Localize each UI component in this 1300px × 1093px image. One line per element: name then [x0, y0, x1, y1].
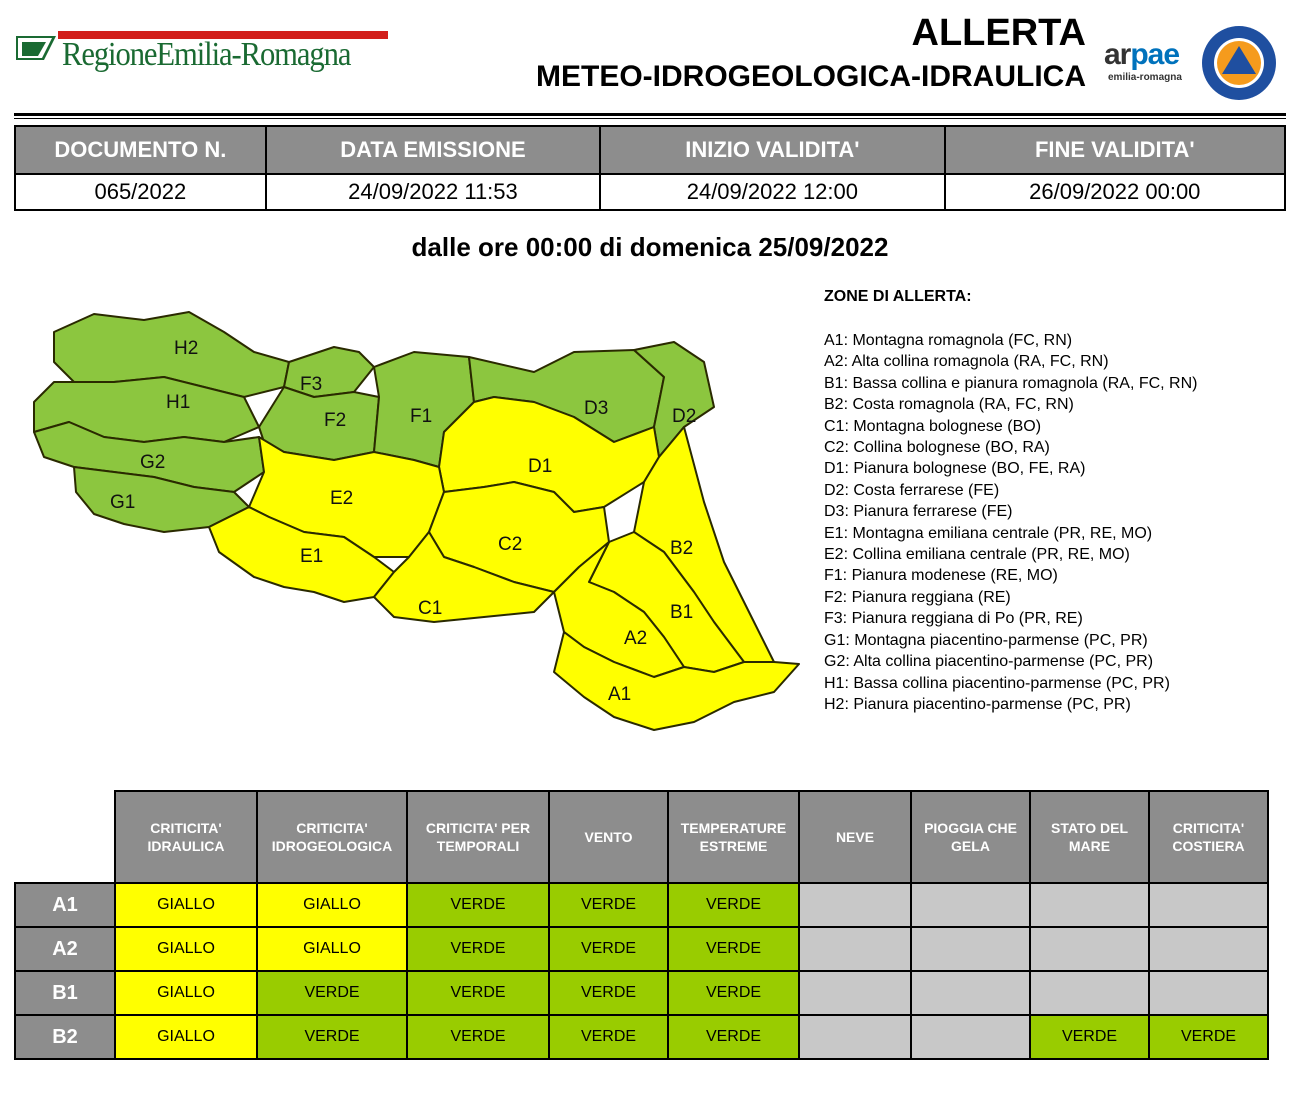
zone-item-f2: F2: Pianura reggiana (RE) [824, 588, 1011, 606]
zone-item-c1: C1: Montagna bolognese (BO) [824, 417, 1042, 435]
arpae-logo [1104, 38, 1194, 88]
zone-item-d3: D3: Pianura ferrarese (FE) [824, 503, 1013, 521]
map-label-h1: H1 [166, 392, 191, 413]
alert-zones-map [14, 292, 804, 742]
criticality-cell [799, 1015, 911, 1059]
criticality-cell [799, 971, 911, 1015]
criticality-cell: VERDE [407, 927, 549, 971]
doc-header-number: DOCUMENTO N. [15, 126, 266, 174]
criticality-cell [799, 883, 911, 927]
zones-list [824, 330, 1198, 715]
zone-item-a1: A1: Montagna romagnola (FC, RN) [824, 332, 1073, 349]
table-row [15, 927, 1268, 971]
criticality-cell [911, 927, 1030, 971]
validity-subtitle: dalle ore 00:00 di domenica 25/09/2022 [411, 232, 889, 262]
criticality-cell: GIALLO [115, 1015, 257, 1059]
criticality-cell [1149, 883, 1268, 927]
zone-item-e1: E1: Montagna emiliana centrale (PR, RE, MO) [824, 524, 1153, 542]
zone-f3 [284, 347, 374, 397]
header-rule-thin [14, 118, 1286, 119]
col-header-temperature: TEMPERATURE ESTREME [668, 791, 799, 883]
criticality-cell: VERDE [407, 971, 549, 1015]
doc-end: 26/09/2022 00:00 [945, 174, 1285, 210]
corner-cell [15, 791, 115, 883]
criticality-cell [1149, 927, 1268, 971]
map-label-g1: G1 [110, 492, 136, 513]
criticality-cell: VERDE [549, 883, 668, 927]
map-label-e2: E2 [330, 488, 354, 509]
arpae-brand-b: pae [1130, 38, 1180, 71]
doc-emission: 24/09/2022 11:53 [266, 174, 600, 210]
criticality-cell [911, 971, 1030, 1015]
map-label-c1: C1 [418, 598, 443, 619]
criticality-cell [911, 1015, 1030, 1059]
doc-number: 065/2022 [15, 174, 266, 210]
criticality-cell: VERDE [549, 927, 668, 971]
row-zone-label: B2 [15, 1015, 115, 1059]
map-label-d3: D3 [584, 398, 609, 419]
zones-title: ZONE DI ALLERTA: [824, 288, 972, 305]
criticality-cell: VERDE [407, 883, 549, 927]
criticality-cell [1030, 971, 1149, 1015]
criticality-cell: VERDE [549, 971, 668, 1015]
criticality-cell: VERDE [668, 883, 799, 927]
criticality-cell [799, 927, 911, 971]
col-header-costiera: CRITICITA' COSTIERA [1149, 791, 1268, 883]
col-header-idraulica: CRITICITA' IDRAULICA [115, 791, 257, 883]
criticality-cell: VERDE [1149, 1015, 1268, 1059]
header-rule [14, 113, 1286, 116]
criticality-cell: GIALLO [257, 883, 407, 927]
doc-header-emission: DATA EMISSIONE [266, 126, 600, 174]
col-header-neve: NEVE [799, 791, 911, 883]
zone-item-c2: C2: Collina bolognese (BO, RA) [824, 439, 1050, 457]
map-label-a2: A2 [624, 628, 648, 649]
region-name: RegioneEmilia-Romagna [62, 36, 351, 73]
col-header-mare: STATO DEL MARE [1030, 791, 1149, 883]
col-header-temporali: CRITICITA' PER TEMPORALI [407, 791, 549, 883]
criticality-cell: VERDE [407, 1015, 549, 1059]
zone-item-g1: G1: Montagna piacentino-parmense (PC, PR) [824, 631, 1148, 649]
map-label-f3: F3 [300, 374, 323, 395]
zone-item-h2: H2: Pianura piacentino-parmense (PC, PR) [824, 695, 1131, 713]
title-allerta: ALLERTA [911, 12, 1086, 54]
col-header-vento: VENTO [549, 791, 668, 883]
document-info-table [14, 125, 1286, 211]
doc-start: 24/09/2022 12:00 [600, 174, 944, 210]
row-zone-label: A1 [15, 883, 115, 927]
criticality-cell: VERDE [668, 1015, 799, 1059]
map-label-f1: F1 [410, 406, 433, 427]
protezione-civile-logo-icon [1200, 24, 1278, 102]
col-header-pioggia: PIOGGIA CHE GELA [911, 791, 1030, 883]
criticality-cell: GIALLO [115, 971, 257, 1015]
zone-item-e2: E2: Collina emiliana centrale (PR, RE, MO) [824, 546, 1130, 564]
zone-item-a2: A2: Alta collina romagnola (RA, FC, RN) [824, 353, 1109, 371]
col-header-idrogeologica: CRITICITA' IDROGEOLOGICA [257, 791, 407, 883]
criticality-cell: GIALLO [257, 927, 407, 971]
criticality-cell: VERDE [257, 971, 407, 1015]
criticality-cell: GIALLO [115, 927, 257, 971]
map-label-b1: B1 [670, 602, 694, 623]
table-row [15, 883, 1268, 927]
criticality-cell: VERDE [549, 1015, 668, 1059]
criticality-cell: VERDE [1030, 1015, 1149, 1059]
doc-header-end: FINE VALIDITA' [945, 126, 1285, 174]
zone-item-f3: F3: Pianura reggiana di Po (PR, RE) [824, 610, 1083, 628]
criticality-cell [1030, 883, 1149, 927]
title-meteo: METEO-IDROGEOLOGICA-IDRAULICA [536, 60, 1086, 93]
map-label-d1: D1 [528, 456, 553, 477]
criticality-cell [1030, 927, 1149, 971]
row-zone-label: B1 [15, 971, 115, 1015]
map-label-d2: D2 [672, 406, 697, 427]
criticality-cell: VERDE [257, 1015, 407, 1059]
arpae-sub: emilia-romagna [1108, 72, 1182, 83]
arpae-brand-a: ar [1104, 38, 1131, 71]
zone-item-d1: D1: Pianura bolognese (BO, FE, RA) [824, 460, 1086, 478]
map-label-g2: G2 [140, 452, 166, 473]
criticality-cell: GIALLO [115, 883, 257, 927]
table-row [15, 1015, 1268, 1059]
zone-item-b1: B1: Bassa collina e pianura romagnola (RA, FC, RN) [824, 374, 1198, 392]
map-label-a1: A1 [608, 684, 632, 705]
criticality-cell: VERDE [668, 971, 799, 1015]
map-label-h2: H2 [174, 338, 199, 359]
zone-item-g2: G2: Alta collina piacentino-parmense (PC, PR) [824, 653, 1154, 671]
criticality-cell [911, 883, 1030, 927]
row-zone-label: A2 [15, 927, 115, 971]
zone-item-d2: D2: Costa ferrarese (FE) [824, 481, 1000, 499]
map-label-c2: C2 [498, 534, 523, 555]
zone-item-h1: H1: Bassa collina piacentino-parmense (PC, PR) [824, 674, 1170, 692]
regione-logo [14, 30, 376, 80]
map-label-f2: F2 [324, 410, 347, 431]
criticality-table [14, 790, 1269, 1060]
map-label-e1: E1 [300, 546, 324, 567]
zone-item-f1: F1: Pianura modenese (RE, MO) [824, 567, 1058, 585]
doc-header-start: INIZIO VALIDITA' [600, 126, 944, 174]
zone-item-b2: B2: Costa romagnola (RA, FC, RN) [824, 396, 1074, 414]
table-row [15, 971, 1268, 1015]
criticality-cell: VERDE [668, 927, 799, 971]
criticality-cell [1149, 971, 1268, 1015]
map-label-b2: B2 [670, 538, 694, 559]
